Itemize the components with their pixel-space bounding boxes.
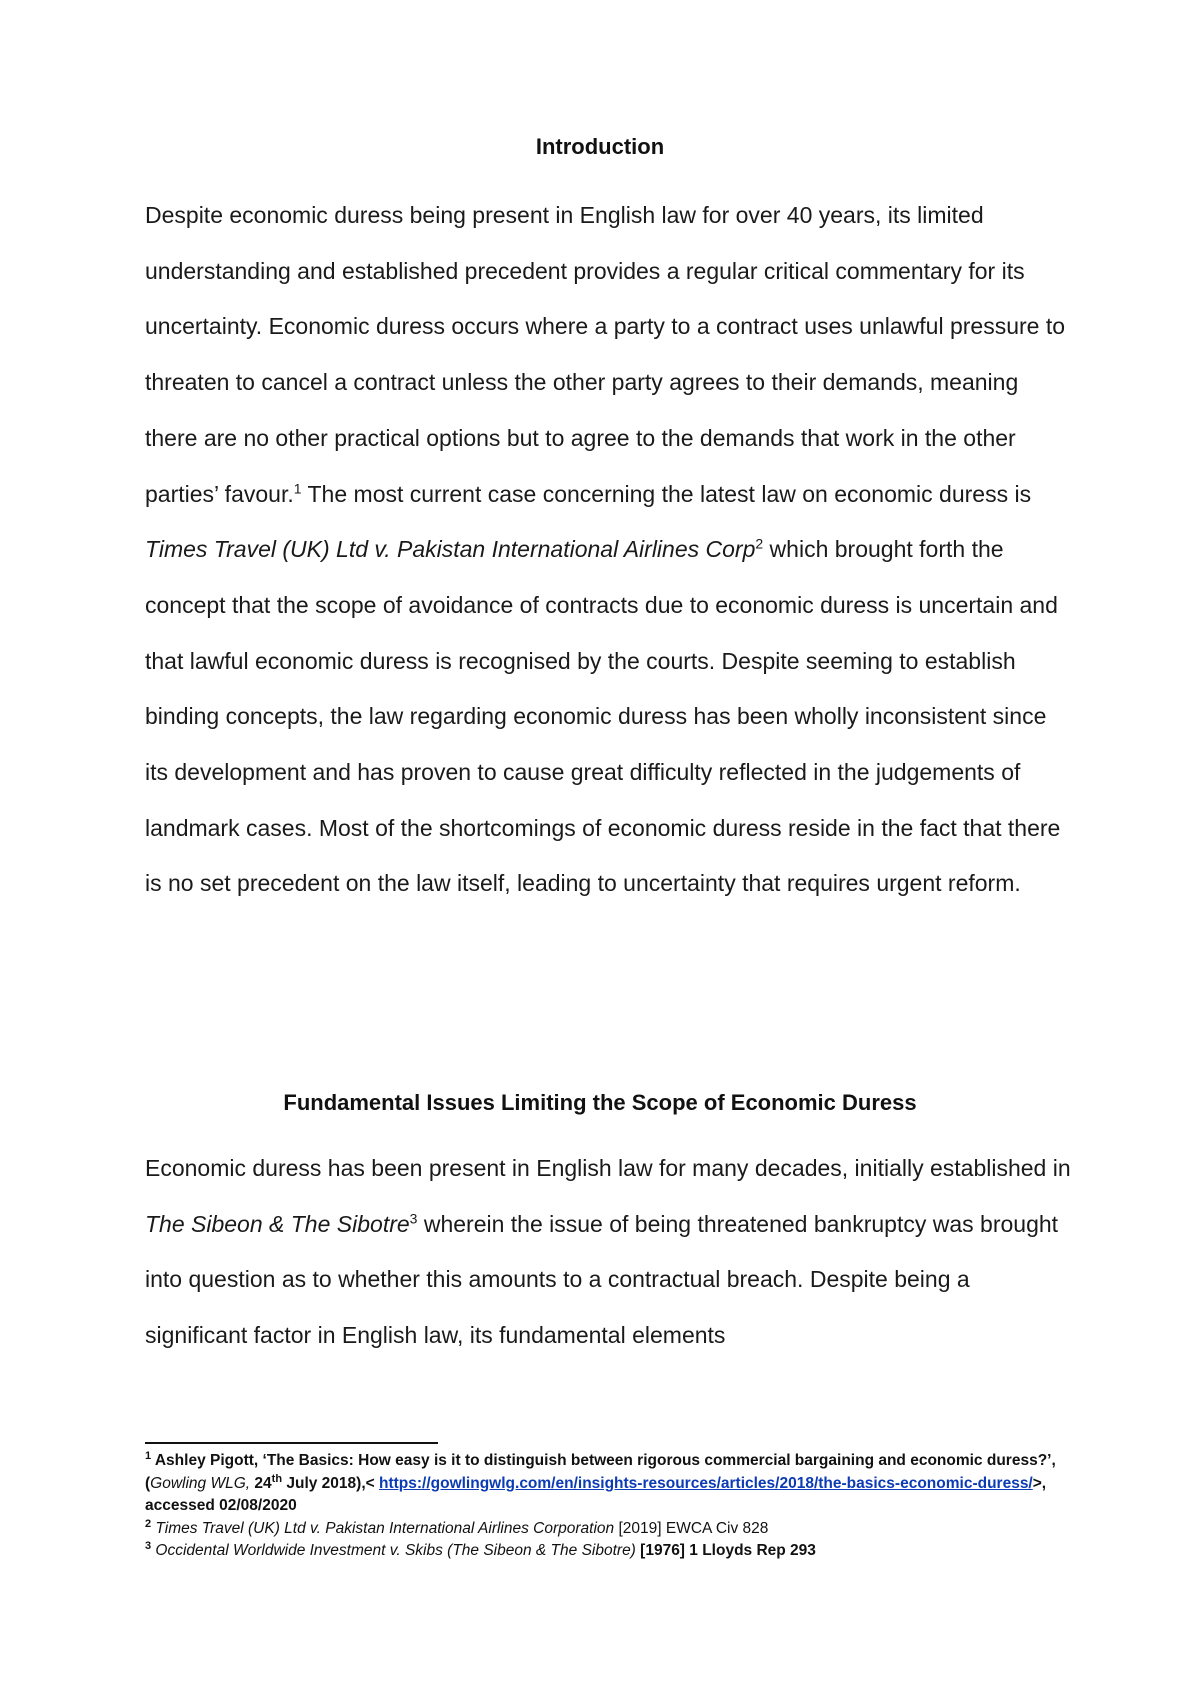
footnote-1-text: Ashley Pigott, ‘The Basics: How easy is it to distinguish between rigorous commercial bargaining and economic duress?’, ( — [145, 1452, 1056, 1492]
footnote-1-number: 1 — [145, 1449, 152, 1462]
section2-text-part-2: wherein the issue of being threatened bankruptcy was brought into question as to whether this amounts to a contractual breach. Despite being a significant factor in English law, its fundamental elements — [145, 1210, 1059, 1349]
case-name-times-travel: Times Travel (UK) Ltd v. Pakistan International Airlines Corp — [145, 536, 756, 563]
case-name-sibeon: The Sibeon & The Sibotre — [145, 1210, 410, 1237]
intro-text-part-2: The most current case concerning the latest law on economic duress is — [301, 480, 1032, 507]
section2-paragraph — [145, 1141, 1075, 1364]
footnotes-section — [145, 1450, 1075, 1563]
footnote-ref-3[interactable]: 3 — [409, 1210, 418, 1227]
footnote-2 — [145, 1518, 1075, 1541]
intro-text-part-3: which brought forth the concept that the scope of avoidance of contracts due to economic duress is uncertain and that lawful economic duress is recognised by the courts. Despite seeming to establish binding concepts, the law regarding economic duress has been wholly inconsistent since its development and has proven to cause great difficulty reflected in the judgements of landmark cases. Most of the shortcomings of economic duress reside in the fact that there is no set precedent on the law itself, leading to uncertainty that requires urgent reform. — [145, 536, 1061, 897]
footnote-3 — [145, 1540, 1075, 1563]
footnote-3-case: Occidental Worldwide Investment v. Skibs (The Sibeon & The Sibotre) — [151, 1542, 636, 1559]
introduction-paragraph — [145, 188, 1075, 912]
footnote-1-ordinal: th — [271, 1472, 283, 1485]
footnote-1-accessed: >, accessed 02/08/2020 — [145, 1474, 1047, 1514]
footnote-1-link[interactable]: https://gowlingwlg.com/en/insights-resources/articles/2018/the-basics-economic-duress/ — [378, 1474, 1033, 1492]
footnote-3-citation: [1976] 1 Lloyds Rep 293 — [635, 1542, 816, 1559]
introduction-heading: Introduction — [535, 134, 665, 159]
section-heading-fundamental-issues: Fundamental Issues Limiting the Scope of Economic Duress — [283, 1090, 917, 1115]
footnote-1-date-rest: July 2018),< — [282, 1474, 379, 1492]
footnote-1 — [145, 1450, 1075, 1518]
footnote-1-source: Gowling WLG, — [150, 1474, 251, 1492]
intro-text-part-1: Despite economic duress being present in English law for over 40 years, its limited understanding and established precedent provides a regular critical commentary for its uncertainty. Economic duress occurs where a party to a contract uses unlawful pressure to threaten to cancel a contract unless the other party agrees to their demands, meaning there are no other practical options but to agree to the demands that work in the other parties’ favour. — [145, 202, 1066, 507]
footnote-ref-1[interactable]: 1 — [293, 479, 302, 496]
footnote-separator — [145, 1442, 438, 1444]
footnote-1-date: 24 — [250, 1474, 272, 1492]
footnote-2-number: 2 — [145, 1517, 152, 1530]
footnote-2-case: Times Travel (UK) Ltd v. Pakistan International Airlines Corporation — [151, 1519, 615, 1537]
footnote-3-number: 3 — [145, 1539, 152, 1552]
footnote-ref-2[interactable]: 2 — [755, 535, 764, 552]
section2-text-part-1: Economic duress has been present in English law for many decades, initially established in — [145, 1155, 1071, 1181]
footnote-2-citation: [2019] EWCA Civ 828 — [614, 1519, 769, 1537]
